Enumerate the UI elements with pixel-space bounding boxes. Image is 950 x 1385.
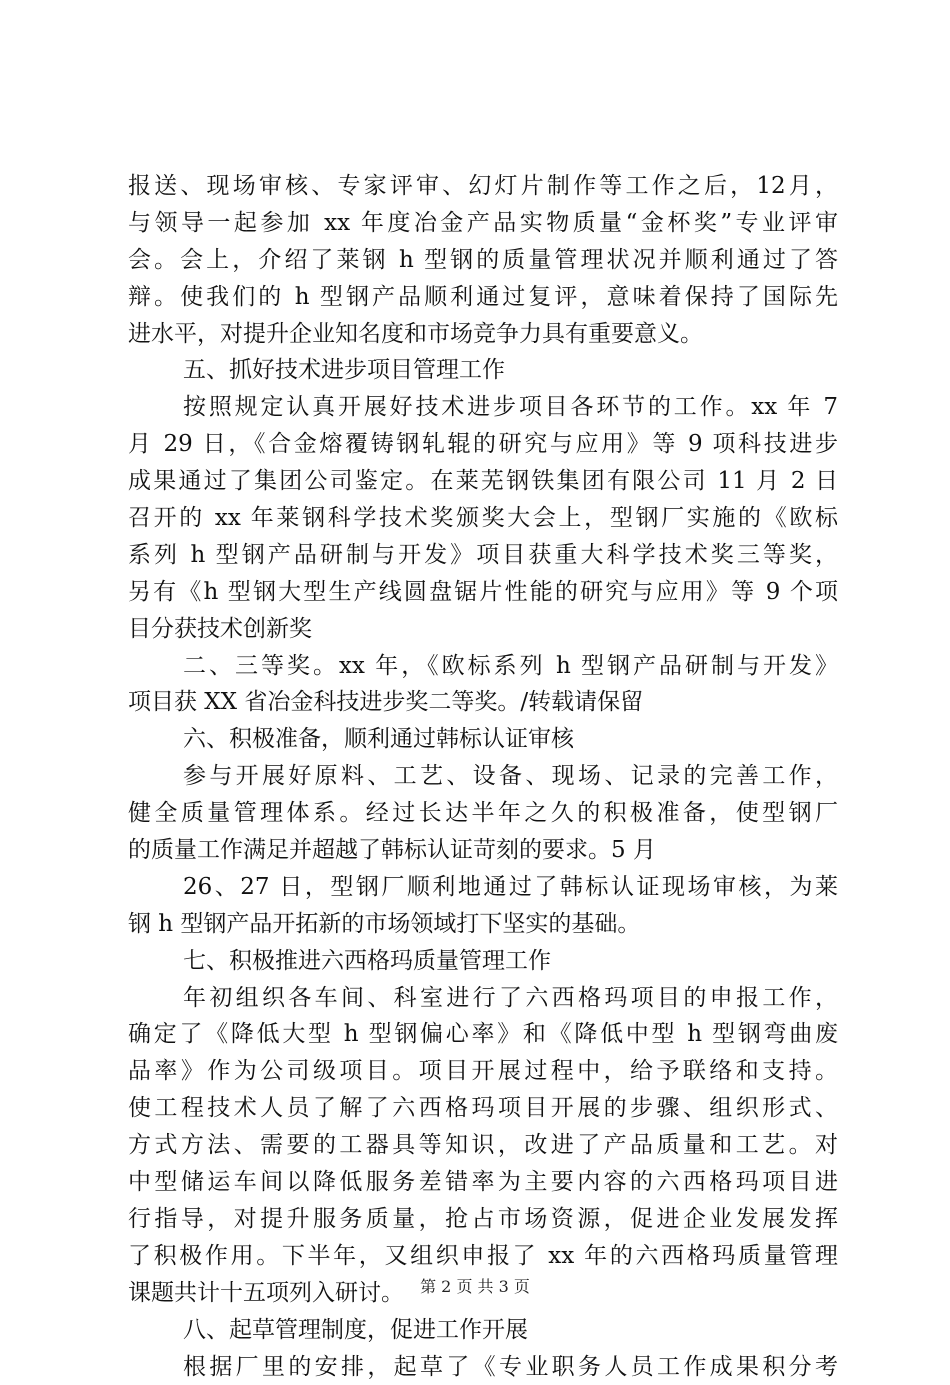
- text-line: 钢 h 型钢产品开拓新的市场领域打下坚实的基础。: [128, 906, 838, 943]
- text-line: 与领导一起参加 xx 年度冶金产品实物质量“金杯奖”专业评审: [128, 205, 838, 242]
- text-line: 二、三等奖。xx 年，《欧标系列 h 型钢产品研制与开发》: [128, 648, 838, 685]
- text-line: 课题共计十五项列入研讨。: [128, 1275, 838, 1312]
- text-line: 八、起草管理制度，促进工作开展: [128, 1312, 838, 1349]
- text-line: 根据厂里的安排，起草了《专业职务人员工作成果积分考: [128, 1349, 838, 1385]
- text-line: 行指导，对提升服务质量，抢占市场资源，促进企业发展发挥: [128, 1201, 838, 1238]
- text-line: 五、抓好技术进步项目管理工作: [128, 352, 838, 389]
- text-line: 年初组织各车间、科室进行了六西格玛项目的申报工作，: [128, 980, 838, 1017]
- text-line: 报送、现场审核、专家评审、幻灯片制作等工作之后，12月，: [128, 168, 838, 205]
- text-line: 系列 h 型钢产品研制与开发》项目获重大科学技术奖三等奖，: [128, 537, 838, 574]
- text-line: 使工程技术人员了解了六西格玛项目开展的步骤、组织形式、: [128, 1090, 838, 1127]
- text-line: 的质量工作满足并超越了韩标认证苛刻的要求。5 月: [128, 832, 838, 869]
- text-line: 目分获技术创新奖: [128, 611, 838, 648]
- page-footer: 第 2 页 共 3 页: [0, 1277, 950, 1297]
- text-line: 中型储运车间以降低服务差错率为主要内容的六西格玛项目进: [128, 1164, 838, 1201]
- text-line: 26、27 日，型钢厂顺利地通过了韩标认证现场审核，为莱: [128, 869, 838, 906]
- text-line: 品率》作为公司级项目。项目开展过程中，给予联络和支持。: [128, 1053, 838, 1090]
- text-line: 项目获 XX 省冶金科技进步奖二等奖。/转载请保留: [128, 684, 838, 721]
- text-line: 召开的 xx 年莱钢科学技术奖颁奖大会上，型钢厂实施的《欧标: [128, 500, 838, 537]
- text-line: 七、积极推进六西格玛质量管理工作: [128, 943, 838, 980]
- text-line: 辩。使我们的 h 型钢产品顺利通过复评，意味着保持了国际先: [128, 279, 838, 316]
- text-line: 另有《h 型钢大型生产线圆盘锯片性能的研究与应用》等 9 个项: [128, 574, 838, 611]
- text-line: 按照规定认真开展好技术进步项目各环节的工作。xx 年 7: [128, 389, 838, 426]
- text-line: 会。会上，介绍了莱钢 h 型钢的质量管理状况并顺利通过了答: [128, 242, 838, 279]
- text-line: 了积极作用。下半年，又组织申报了 xx 年的六西格玛质量管理: [128, 1238, 838, 1275]
- text-line: 参与开展好原料、工艺、设备、现场、记录的完善工作，: [128, 758, 838, 795]
- text-line: 方式方法、需要的工器具等知识，改进了产品质量和工艺。对: [128, 1127, 838, 1164]
- document-body: [128, 168, 838, 1385]
- text-line: 健全质量管理体系。经过长达半年之久的积极准备，使型钢厂: [128, 795, 838, 832]
- text-line: 月 29 日，《合金熔覆铸钢轧辊的研究与应用》等 9 项科技进步: [128, 426, 838, 463]
- text-line: 六、积极准备，顺利通过韩标认证审核: [128, 721, 838, 758]
- text-line: 进水平，对提升企业知名度和市场竞争力具有重要意义。: [128, 316, 838, 353]
- text-line: 确定了《降低大型 h 型钢偏心率》和《降低中型 h 型钢弯曲废: [128, 1016, 838, 1053]
- text-line: 成果通过了集团公司鉴定。在莱芜钢铁集团有限公司 11 月 2 日: [128, 463, 838, 500]
